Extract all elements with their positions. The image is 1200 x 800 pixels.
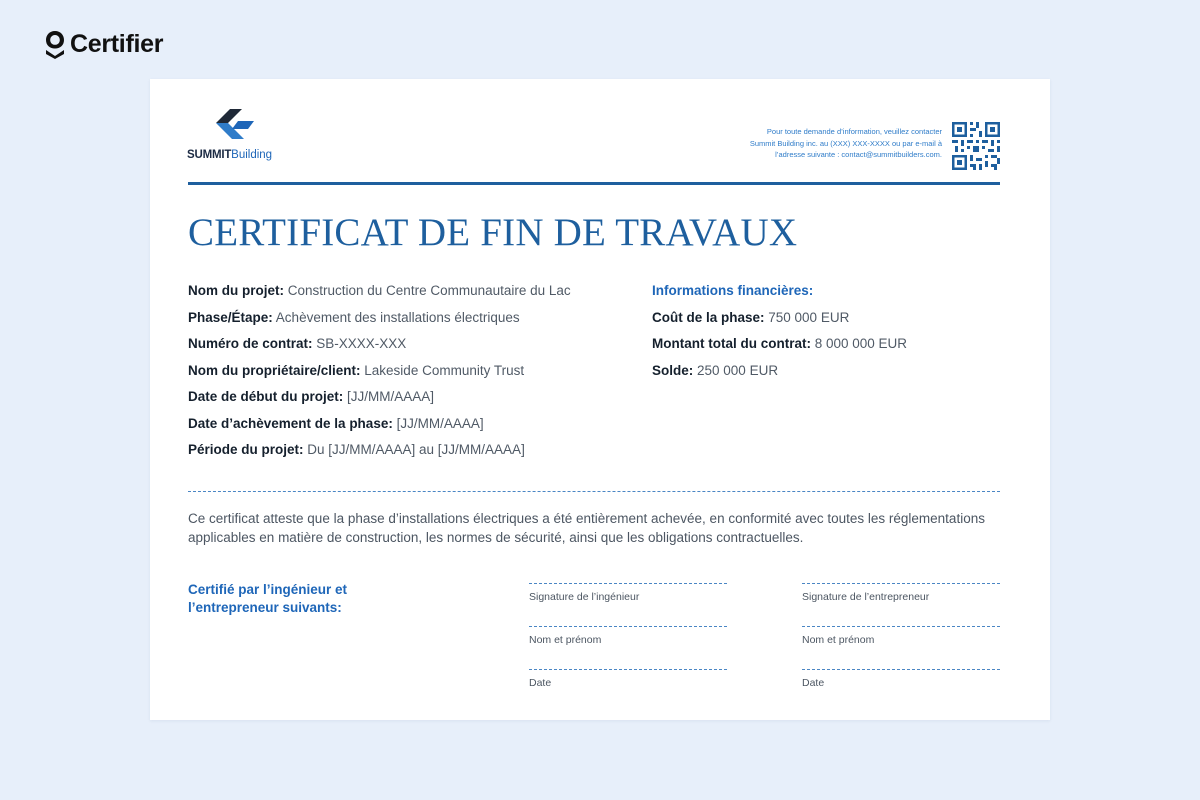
field-label: Numéro de contrat: (188, 336, 313, 351)
contractor-signature-block (802, 583, 1000, 712)
engineer-signature-block (529, 583, 727, 712)
field-balance (652, 362, 992, 389)
field-label: Période du projet: (188, 442, 304, 457)
field-project-name (188, 282, 658, 309)
engineer-signature-line[interactable]: Signature de l’ingénieur (529, 583, 727, 626)
contractor-name-line[interactable]: Nom et prénom (802, 626, 1000, 669)
contractor-date-line[interactable]: Date (802, 669, 1000, 712)
qr-code-icon (952, 122, 1000, 170)
field-value: Du [JJ/MM/AAAA] au [JJ/MM/AAAA] (303, 442, 525, 457)
field-value: [JJ/MM/AAAA] (392, 415, 484, 431)
field-value: 250 000 EUR (693, 362, 779, 378)
header-divider (188, 182, 1000, 185)
contact-text: Pour toute demande d’information, veuillez contacter Summit Building inc. au (XXX) XXX-XXXX ou par e-mail à l’adresse suivante : contact@summitbuilders.com. (749, 127, 942, 159)
field-value: SB-XXXX-XXX (312, 336, 407, 351)
field-value: 8 000 000 EUR (810, 336, 908, 351)
contractor-signature-line[interactable]: Signature de l’entrepreneur (802, 583, 1000, 626)
field-label: Coût de la phase: (652, 309, 765, 325)
field-label: Date d’achèvement de la phase: (188, 415, 393, 431)
summit-chevron-logo (208, 109, 254, 147)
field-contract-number (188, 335, 658, 362)
certificate-sheet (150, 79, 1050, 720)
field-project-period (188, 441, 658, 468)
financial-heading: Informations financières: (652, 283, 814, 298)
field-start-date (188, 388, 658, 415)
qr-code (952, 122, 1000, 170)
field-value: 750 000 EUR (764, 309, 850, 325)
field-label: Date de début du projet: (188, 389, 344, 404)
field-label: Montant total du contrat: (652, 336, 811, 351)
field-label: Nom du projet: (188, 283, 284, 298)
engineer-name-line[interactable]: Nom et prénom (529, 626, 727, 669)
field-value: [JJ/MM/AAAA] (343, 389, 435, 404)
field-owner (188, 362, 658, 389)
field-phase-completion-date (188, 415, 658, 442)
company-logo (187, 109, 287, 161)
project-details (188, 282, 658, 468)
certificate-title: CERTIFICAT DE FIN DE TRAVAUX (188, 211, 798, 254)
field-value: Lakeside Community Trust (360, 362, 525, 378)
field-value: Achèvement des installations électriques (272, 309, 520, 325)
field-phase-cost (652, 309, 992, 336)
field-phase (188, 309, 658, 336)
certifier-brand (44, 29, 163, 59)
field-label: Phase/Étape: (188, 309, 273, 325)
certified-by-heading: Certifié par l’ingénieur et l’entrepreneur suivants: (188, 582, 348, 615)
field-value: Construction du Centre Communautaire du Lac (284, 283, 571, 298)
company-name (187, 149, 287, 161)
certification-statement: Ce certificat atteste que la phase d’installations électriques a été entièrement achevée, en conformité avec toutes les réglementations applicables en matière de construction, les normes de sécurité, ainsi que les obligations contractuelles. (188, 511, 985, 545)
company-name-light: Building (231, 149, 273, 161)
field-label: Solde: (652, 362, 694, 378)
company-name-strong: SUMMIT (187, 149, 232, 161)
field-label: Nom du propriétaire/client: (188, 362, 361, 378)
engineer-date-line[interactable]: Date (529, 669, 727, 712)
financial-info (652, 282, 992, 388)
brand-name: Certifier (70, 29, 164, 58)
section-divider (188, 491, 1000, 492)
field-total-contract (652, 335, 992, 362)
certifier-logo-icon (44, 29, 66, 59)
